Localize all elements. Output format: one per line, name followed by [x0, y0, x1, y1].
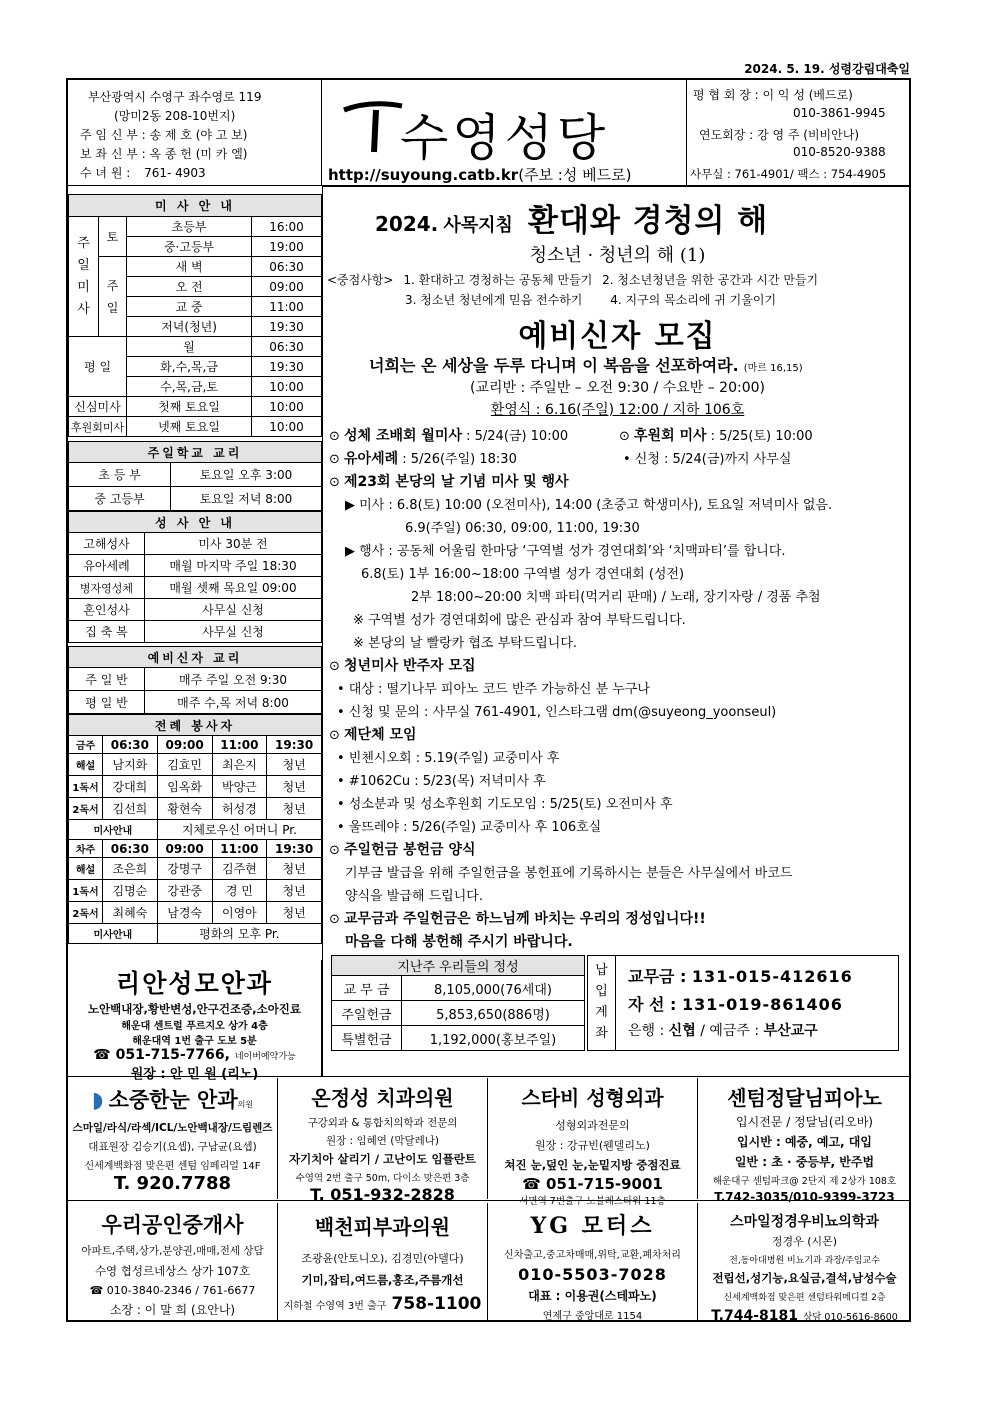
mass-row-label: 새 벽 [127, 257, 252, 277]
ad-line: 기미,잡티,여드름,홍조,주름개선 [301, 1273, 464, 1287]
notice-text: 6.9(주일) 06:30, 09:00, 11:00, 19:30 [405, 521, 640, 536]
notice-text: • 신청 및 문의 : 사무실 761-4901, 인스타그램 dm(@suyeong_yoonseul) [337, 705, 777, 720]
sunday-label: 주 [106, 278, 119, 293]
notice-title: 주일헌금 봉헌금 양식 [344, 842, 476, 858]
ad-name: 센텀정달님피아노 [727, 1086, 882, 1110]
row-label: 병자영성체 [69, 577, 145, 599]
time-header: 19:30 [267, 736, 322, 754]
patron: (주보 :성 베드로) [518, 166, 632, 184]
account-number: 131-019-861406 [682, 995, 843, 1014]
ad-realty [68, 1203, 278, 1321]
role-label: 2독서 [69, 902, 103, 924]
server-name: 황현숙 [157, 798, 212, 820]
bullet-icon: ⊙ [329, 452, 345, 467]
ad-phone: 051-715-9001 [546, 1175, 663, 1193]
bullet-icon: ⊙ [329, 912, 345, 927]
mass-row-label: 초등부 [127, 217, 252, 237]
bank-label: 은행 : [628, 1023, 665, 1039]
staff-value: 송 제 호 (야 고 보) [149, 128, 248, 142]
time-header: 06:30 [103, 840, 158, 858]
guide-group: 지체로우신 어머니 Pr. [157, 820, 321, 840]
motto-year: 2024. [375, 212, 439, 236]
mass-title: 미 사 안 내 [69, 195, 322, 217]
server-name: 청년 [267, 858, 322, 880]
offering-title: 지난주 우리들의 정성 [332, 956, 585, 976]
account-label: 교무금 [628, 967, 675, 986]
key-points-label: <중점사항> [327, 273, 394, 287]
time-header: 11:00 [212, 840, 267, 858]
row-value: 사무실 신청 [145, 599, 322, 621]
ad-line: 조광윤(안토니오), 김경민(아델다) [301, 1252, 464, 1265]
bullet-icon: ⊙ [619, 429, 635, 444]
ad-line: 일반 : 초 · 중등부, 반주법 [734, 1155, 875, 1169]
ad-line: 원장 : 강규빈(웬델리노) [535, 1139, 650, 1152]
key-point: 4. 지구의 목소리에 귀 기울이기 [610, 293, 777, 307]
key-point: 2. 청소년청년을 위한 공간과 시간 만들기 [602, 273, 819, 287]
role-label: 1독서 [69, 880, 103, 902]
account-label: 자 선 [628, 995, 665, 1014]
ad-name: 온정성 치과의원 [311, 1086, 454, 1110]
motto-label: 사목지침 [443, 215, 513, 236]
ad-phone: 758-1100 [391, 1294, 482, 1314]
guide-group: 평화의 모후 Pr. [157, 924, 321, 944]
server-name: 최혜숙 [103, 902, 158, 924]
ad-line: 신세계백화점 맞은편 센텀 임페리얼 14F [84, 1161, 261, 1172]
mass-time: 19:30 [252, 317, 322, 337]
notice-text: ※ 구역별 성가 경연대회에 많은 관심과 참여 부탁드립니다. [353, 613, 686, 628]
notice-text: : 5/26(주일) 18:30 [402, 452, 517, 467]
council-phone: 010-8520-9388 [793, 145, 886, 159]
server-name: 김명순 [103, 880, 158, 902]
notice-text: • 울뜨레야 : 5/26(주일) 교중미사 후 106호실 [337, 820, 602, 835]
row-label: 집 축 복 [69, 621, 145, 643]
bulletin-sheet [66, 78, 911, 1322]
recruit-title: 예비신자 모집 [518, 319, 717, 354]
row-value: 사무실 신청 [145, 621, 322, 643]
ad-line: 수영 협성르네상스 상가 107호 [94, 1264, 251, 1278]
notice-title: 유아세례 [344, 451, 399, 467]
main-content [322, 186, 911, 1076]
address-line: (망미2동 208-10번지) [114, 109, 236, 123]
recruit-schedule: (교리반 : 주일반 – 오전 9:30 / 수요반 – 20:00) [470, 380, 765, 396]
server-name: 임옥화 [157, 776, 212, 798]
mass-row-label: 신심미사 [69, 397, 127, 417]
ad-line: 구강외과 & 통합치의학과 전문의 [307, 1117, 458, 1129]
server-name: 이영아 [212, 902, 267, 924]
mass-time: 06:30 [252, 257, 322, 277]
row-label: 주 일 반 [69, 668, 145, 691]
holder-name: 부산교구 [763, 1023, 818, 1039]
notice-title: 후원회 미사 [634, 428, 707, 444]
notice-title: 교무금과 주일헌금은 하느님께 바치는 우리의 정성입니다!! [344, 911, 706, 927]
mass-row-label: 넷째 토요일 [127, 417, 252, 437]
time-header: 19:30 [267, 840, 322, 858]
ad-line: 신세계백화점 맞은편 센텀타워메디컬 2층 [723, 1293, 886, 1303]
server-name: 남지화 [103, 754, 158, 776]
ad-phone: 010-5503-7028 [518, 1265, 667, 1284]
notice-text: : 5/24(금) 10:00 [466, 429, 569, 444]
weekday-label: 평 일 [69, 337, 127, 397]
ad-line: 서면역 7번출구 노블레스타워 11층 [519, 1196, 666, 1207]
notice-text: 2부 18:00~20:00 치맥 파티(먹거리 판매) / 노래, 장기자랑 / 경품 추첨 [411, 590, 821, 605]
holder-label: / 예금주 : [700, 1023, 760, 1039]
bullet-icon: ⊙ [329, 843, 345, 858]
mass-row-label: 교 중 [127, 297, 252, 317]
role-label: 2독서 [69, 798, 103, 820]
ad-name: YG 모터스 [530, 1213, 655, 1239]
mass-time: 19:00 [252, 237, 322, 257]
row-label: 중 고등부 [69, 487, 171, 511]
key-point: 3. 청소년 청년에게 믿음 전수하기 [405, 293, 583, 307]
role-label: 해설 [69, 858, 103, 880]
mass-time: 10:00 [252, 417, 322, 437]
council-value: 강 영 주 (비비안나) [757, 128, 860, 142]
ad-line: 해운대역 1번 출구 도보 5분 [132, 1036, 257, 1047]
ad-yg-motors [488, 1203, 698, 1321]
ad-line: 수영역 2번 출구 50m, 다이소 맞은편 3층 [295, 1173, 470, 1184]
server-name: 김효민 [157, 754, 212, 776]
time-header: 09:00 [157, 840, 212, 858]
bullet-icon: ⊙ [329, 475, 345, 490]
bullet-icon: ⊙ [329, 429, 345, 444]
ad-line: 해운대구 센텀파크@ 2단지 제 2상가 108호 [712, 1176, 897, 1187]
mass-time: 10:00 [252, 397, 322, 417]
ad-urology [698, 1203, 911, 1324]
mass-table [68, 194, 322, 437]
notice-text: : 5/25(토) 10:00 [710, 429, 813, 444]
catechumen-table [68, 646, 322, 714]
pay-label: 입 [595, 984, 608, 999]
mass-side-label: 주 [77, 235, 90, 251]
sunday-label: 일 [106, 300, 119, 315]
staff-label: 보 좌 신 부 : [80, 147, 146, 161]
ad-line: 노안백내장,황반변성,안구건조증,소아진료 [87, 1002, 302, 1016]
server-name: 청년 [267, 776, 322, 798]
ad-line: 대표원장 김승기(요셉), 구남균(요셉) [88, 1141, 257, 1153]
server-name: 청년 [267, 798, 322, 820]
ad-sojunghannun [68, 1078, 278, 1199]
saturday-label: 토 [99, 217, 127, 257]
time-header: 11:00 [212, 736, 267, 754]
ad-phone: T. 051-932-2828 [310, 1185, 455, 1204]
account-number: 131-015-412616 [691, 967, 853, 986]
ad-phone: 051-715-7766, [115, 1047, 230, 1063]
ad-starbi [488, 1078, 698, 1207]
mass-side-label: 일 [77, 257, 90, 273]
time-header: 09:00 [157, 736, 212, 754]
council-label: 연도회장 : [699, 128, 754, 142]
header-left [68, 80, 322, 186]
offering-label: 교 무 금 [332, 976, 402, 1001]
mass-side-label: 미 [77, 279, 90, 295]
mass-side-label: 사 [77, 301, 90, 317]
offering-table [331, 955, 585, 1051]
ad-line: 전,동아대병원 비뇨기과 과장/주임교수 [729, 1256, 880, 1266]
recruit-welcome: 환영식 : 6.16(주일) 12:00 / 지하 106호 [490, 402, 745, 418]
address-line: 부산광역시 수영구 좌수영로 119 [88, 90, 262, 104]
section-title: 주일학교 교리 [69, 442, 322, 463]
ad-onjeongseong [278, 1078, 488, 1204]
ad-name: 스타비 성형외과 [521, 1086, 664, 1110]
mass-row-label: 수,목,금,토 [127, 377, 252, 397]
server-name: 청년 [267, 902, 322, 924]
mass-row-label: 저녁(청년) [127, 317, 252, 337]
mass-time: 11:00 [252, 297, 322, 317]
logo-text: 수영성당 [400, 109, 610, 167]
notice-text: 기부금 발급을 위해 주일헌금을 봉헌표에 기록하시는 분들은 사무실에서 바코드 [345, 866, 793, 881]
account-box: 납 입 계 좌 교무금 : 131-015-412616 자 선 : 131-019-861406 은행 : 신협 / 예금주 : 부산교구 [587, 955, 899, 1051]
ad-name: 리안성모안과 [116, 969, 273, 998]
website-link[interactable]: http://suyoung.catb.kr [328, 166, 519, 184]
notice-text: • 신청 : 5/24(금)까지 사무실 [623, 452, 792, 467]
lian-eye-clinic-ad [68, 960, 322, 1082]
server-name: 강명구 [157, 858, 212, 880]
row-value: 매주 주일 오전 9:30 [145, 668, 322, 691]
mass-time: 19:30 [252, 357, 322, 377]
row-label: 고해성사 [69, 533, 145, 555]
ad-line: 신차출고,중고차매매,위탁,교환,폐차처리 [504, 1250, 681, 1261]
ad-line: 입시반 : 예중, 예고, 대입 [737, 1135, 872, 1149]
ad-line: 원장 : 안 민 원 (리노) [130, 1067, 259, 1082]
ad-line: 자기치아 살리기 / 고난이도 임플란트 [289, 1152, 476, 1166]
mass-row-label: 후원회미사 [69, 417, 127, 437]
offering-label: 특별헌금 [332, 1026, 402, 1051]
server-name: 청년 [267, 880, 322, 902]
offering-value: 8,105,000(76세대) [402, 976, 585, 1001]
pay-label: 납 [595, 963, 608, 978]
bulletin-date: 2024. 5. 19. 성령강림대축일 [744, 62, 910, 76]
row-value: 매주 수,목 저녁 8:00 [145, 691, 322, 714]
notice-text: ※ 본당의 날 빨랑카 협조 부탁드립니다. [353, 636, 578, 651]
server-name: 김선희 [103, 798, 158, 820]
ad-line: 정경우 (시몬) [771, 1235, 838, 1248]
notice-title: 제단체 모임 [344, 727, 417, 743]
server-name: 강관중 [157, 880, 212, 902]
row-value: 매월 셋째 목요일 09:00 [145, 577, 322, 599]
mass-time: 09:00 [252, 277, 322, 297]
staff-label: 수 녀 원 : [80, 166, 131, 180]
notice-text: • 대상 : 떨기나무 피아노 코드 반주 가능하신 분 누구나 [337, 682, 650, 697]
ad-line: 상담 010-5616-8600 [803, 1312, 898, 1323]
section-title: 전례 봉사자 [69, 715, 322, 736]
ad-name: 우리공인중개사 [101, 1212, 244, 1237]
phone-icon: ☎ [93, 1047, 116, 1063]
section-title: 성 사 안 내 [69, 512, 322, 533]
mass-time: 16:00 [252, 217, 322, 237]
ad-line: 성형외과전문의 [555, 1119, 630, 1132]
notice-text: • 성소분과 및 성소후원회 기도모임 : 5/25(토) 오전미사 후 [337, 797, 673, 812]
notice-text: 6.8(토) 1부 16:00~18:00 구역별 성가 경연대회 (성전) [361, 567, 685, 582]
ad-line: 원장 : 임혜연 (막달레나) [325, 1135, 440, 1147]
row-label: 초 등 부 [69, 463, 171, 487]
guide-label: 미사안내 [69, 820, 158, 840]
guide-label: 미사안내 [69, 924, 158, 944]
header-logo [322, 80, 686, 186]
ad-line: ☎ 010-3840-2346 / 761-6677 [89, 1284, 256, 1297]
ad-line: 연제구 중앙대로 1154 [542, 1311, 643, 1322]
mass-row-label: 화,수,목,금 [127, 357, 252, 377]
council-label: 평 협 회 장 : [693, 88, 759, 102]
servers-table [68, 714, 322, 944]
bullet-icon: ⊙ [329, 728, 345, 743]
server-name: 박양근 [212, 776, 267, 798]
server-name: 남경숙 [157, 902, 212, 924]
role-label: 해설 [69, 754, 103, 776]
mass-row-label: 첫째 토요일 [127, 397, 252, 417]
row-value: 토요일 저녁 8:00 [171, 487, 322, 511]
ad-name: 스마일정경우비뇨의학과 [730, 1214, 879, 1230]
row-label: 평 일 반 [69, 691, 145, 714]
council-value: 이 익 성 (베드로) [762, 88, 853, 102]
ad-baekcheon [278, 1203, 488, 1321]
ad-phone: T.742-3035/010-9399-3723 [714, 1190, 895, 1204]
row-label: 유아세례 [69, 555, 145, 577]
staff-label: 주 임 신 부 : [80, 128, 146, 142]
server-name: 김주현 [212, 858, 267, 880]
server-name: 조은희 [103, 858, 158, 880]
row-label: 혼인성사 [69, 599, 145, 621]
offering-label: 주일헌금 [332, 1001, 402, 1026]
phone-icon: ☎ [522, 1175, 547, 1193]
server-name: 경 민 [212, 880, 267, 902]
notice-text: • 빈첸시오회 : 5.19(주일) 교중미사 후 [337, 751, 560, 766]
server-name: 최은지 [212, 754, 267, 776]
sunday-school-table [68, 441, 322, 511]
bank-name: 신협 [668, 1023, 696, 1039]
ad-line: 아파트,주택,상가,분양권,매매,전세 상담 [81, 1245, 264, 1257]
staff-value: 옥 종 헌 (미 카 엘) [149, 147, 248, 161]
mass-time: 10:00 [252, 377, 322, 397]
ad-tag: 의원 [237, 1100, 254, 1109]
ad-name: 백천피부과의원 [314, 1215, 451, 1239]
role-label: 1독서 [69, 776, 103, 798]
row-value: 매월 마지막 주일 18:30 [145, 555, 322, 577]
ad-name: 소중한눈 안과 [108, 1088, 238, 1112]
ad-phone: T. 920.7788 [113, 1173, 232, 1194]
motto-subtitle: 청소년 · 청년의 해 (1) [529, 245, 706, 266]
key-point: 1. 환대하고 경청하는 공동체 만들기 [403, 273, 593, 287]
bible-ref: (마르 16,15) [743, 363, 803, 374]
notice-text: 마음을 다해 봉헌해 주시기 바랍니다. [345, 934, 573, 950]
notice-text: ▶ 행사 : 공동체 어울림 한마당 ‘구역별 성가 경연대회’와 ‘치맥파티’를 합니다. [345, 544, 786, 559]
mass-row-label: 월 [127, 337, 252, 357]
server-name: 허성경 [212, 798, 267, 820]
ad-phone: T.744-8181 [711, 1308, 798, 1324]
time-header: 06:30 [103, 736, 158, 754]
ad-line: 전립선,성기능,요실금,결석,남성수술 [712, 1271, 897, 1285]
server-name: 강대희 [103, 776, 158, 798]
pay-label: 계 [595, 1005, 608, 1020]
row-value: 토요일 오후 3:00 [171, 463, 322, 487]
mass-time: 06:30 [252, 337, 322, 357]
ad-line: 소장 : 이 말 희 (요안나) [109, 1303, 236, 1317]
row-value: 미사 30분 전 [145, 533, 322, 555]
server-name: 청년 [267, 754, 322, 776]
bible-verse: 너희는 온 세상을 두루 다니며 이 복음을 선포하여라. [369, 356, 739, 375]
section-title: 예비신자 교리 [69, 647, 322, 668]
ad-line: 입시전문 / 정달님(리오바) [736, 1115, 873, 1129]
notice-text: 양식을 발급해 드립니다. [345, 889, 483, 904]
mass-row-label: 중·고등부 [127, 237, 252, 257]
ad-piano [698, 1078, 911, 1204]
offering-value: 5,853,650(886명) [402, 1001, 585, 1026]
ad-line: 해운대 센트럴 푸르지오 상가 4층 [121, 1021, 268, 1032]
staff-value: 761- 4903 [144, 166, 206, 180]
bullet-icon: ⊙ [329, 659, 345, 674]
ad-line: 네이버예약가능 [234, 1052, 296, 1062]
ad-line: 대표 : 이용권(스테파노) [528, 1289, 657, 1303]
sacrament-table [68, 511, 322, 643]
motto-title: 환대와 경청의 해 [528, 203, 769, 239]
eye-logo-icon: ◗ [91, 1088, 104, 1113]
notice-title: 청년미사 반주자 모집 [344, 658, 476, 674]
notice-text: ▶ 미사 : 6.8(토) 10:00 (오전미사), 14:00 (초중고 학생미사), 토요일 저녁미사 없음. [345, 498, 833, 513]
notice-title: 제23회 본당의 날 기념 미사 및 행사 [344, 474, 569, 490]
header-right [686, 80, 911, 186]
ad-line: 지하철 수영역 3번 출구 [283, 1301, 387, 1312]
ad-line: 스마일/라식/라섹/ICL/노안백내장/드림렌즈 [72, 1122, 273, 1134]
ad-line: 쳐진 눈,덮인 눈,눈밑지방 중점진료 [504, 1158, 681, 1172]
office-contact: 사무실 : 761-4901/ 팩스 : 754-4905 [690, 167, 887, 181]
notice-title: 성체 조배회 월미사 [344, 428, 462, 444]
offering-value: 1,192,000(홍보주일) [402, 1026, 585, 1051]
council-phone: 010-3861-9945 [793, 106, 886, 120]
pay-label: 좌 [595, 1026, 608, 1041]
mass-row-label: 오 전 [127, 277, 252, 297]
notice-text: • #1062Cu : 5/23(목) 저녁미사 후 [337, 774, 546, 789]
week-label: 금주 [69, 736, 103, 754]
week-label: 차주 [69, 840, 103, 858]
